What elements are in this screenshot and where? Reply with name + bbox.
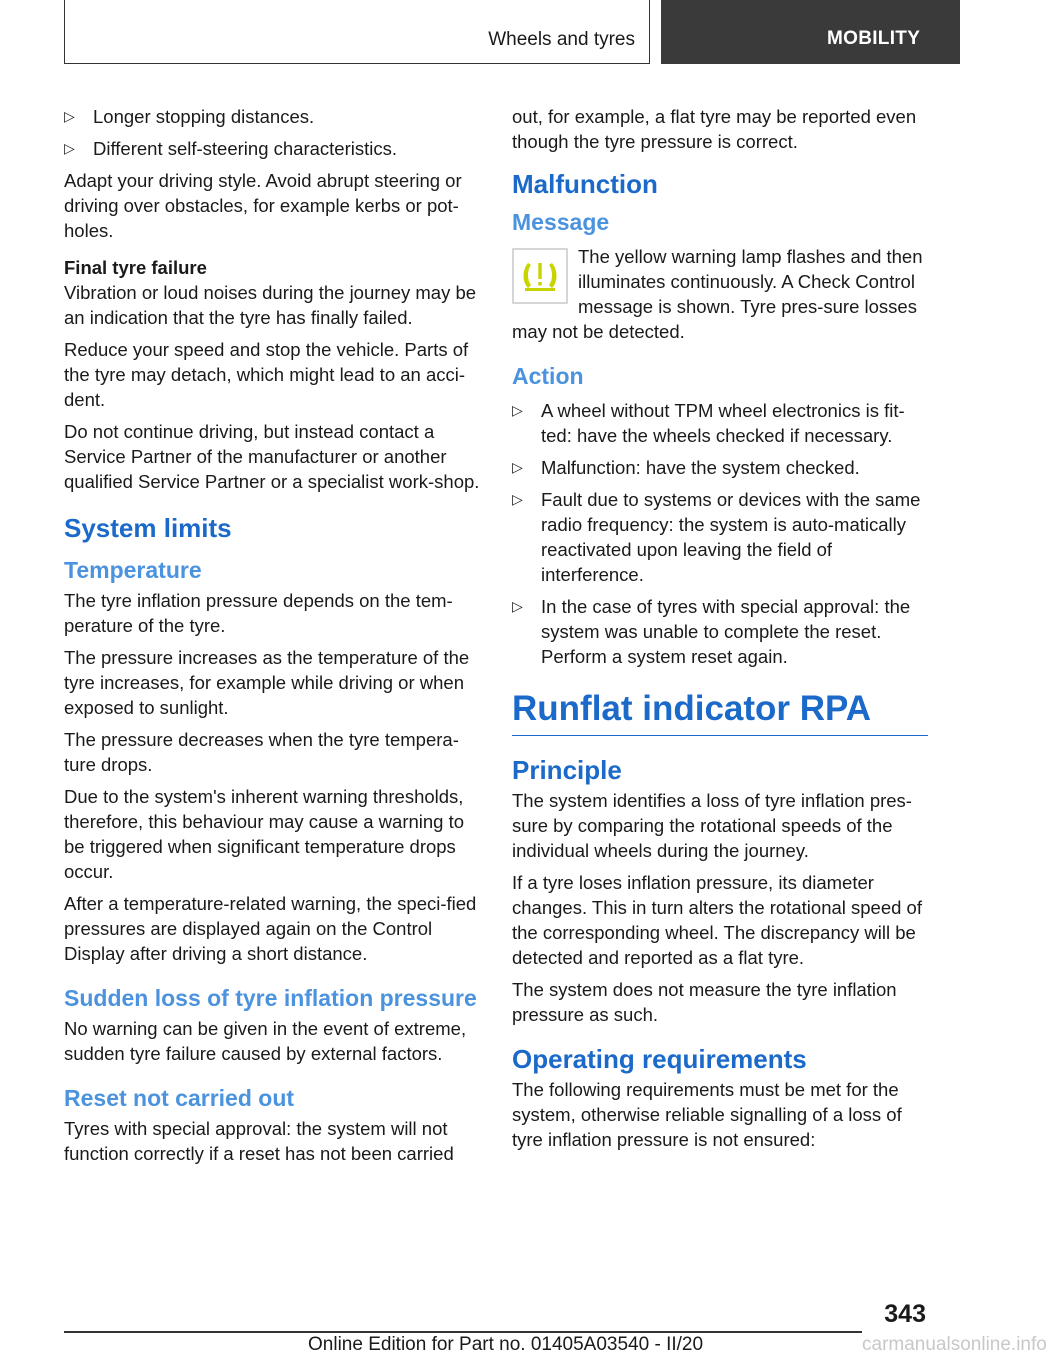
list-item: ▷ Different self-steering characteristics. [64, 138, 397, 159]
heading-runflat-indicator-rpa: Runflat indicator RPA [512, 687, 928, 736]
header-chapter-label: MOBILITY [827, 28, 921, 49]
paragraph-principle-3: The system does not measure the tyre inflation pressure as such. [512, 979, 897, 1025]
paragraph-message: The yellow warning lamp flashes and then illuminates continuously. A Check Control message is shown. Tyre pres-sure losses may not be detected. [512, 246, 923, 342]
list-item: ▷ Fault due to systems or devices with the same radio frequency: the system is auto-matically reactivated upon leaving the field of interference. [512, 489, 921, 585]
paragraph-reset: Tyres with special approval: the system will not function correctly if a reset has not been carried [64, 1118, 454, 1164]
paragraph-principle-2: If a tyre loses inflation pressure, its diameter changes. This in turn alters the rotational speed of the corresponding wheel. The discrepancy will be detected and reported as a flat tyre. [512, 872, 922, 968]
footer-edition: Online Edition for Part no. 01405A03540 - II/20 [308, 1334, 704, 1355]
left-column [64, 104, 482, 1173]
heading-malfunction: Malfunction [512, 169, 658, 199]
bullet-triangle-icon: ▷ [512, 598, 523, 614]
bullet-list-effects [64, 104, 482, 161]
paragraph-temp-3: The pressure decreases when the tyre tempera-ture drops. [64, 729, 459, 775]
page-number: 343 [884, 1300, 926, 1328]
heading-system-limits: System limits [64, 513, 232, 543]
paragraph-principle-1: The system identifies a loss of tyre inflation pres-sure by comparing the rotational speeds of the individual wheels during the journey. [512, 790, 912, 861]
right-column [512, 104, 928, 1159]
bullet-triangle-icon: ▷ [512, 491, 523, 507]
heading-principle: Principle [512, 755, 622, 785]
paragraph-temp-4: Due to the system's inherent warning thresholds, therefore, this behaviour may cause a warning to be triggered when significant temperature drops occur. [64, 786, 465, 882]
bullet-list-actions [512, 398, 928, 669]
paragraph-continued: out, for example, a flat tyre may be reported even though the tyre pressure is correct. [512, 106, 917, 152]
footer-watermark: carmanualsonline.info [862, 1334, 1047, 1355]
list-item: ▷ Malfunction: have the system checked. [512, 457, 860, 478]
paragraph-final-1: Vibration or loud noises during the journey may be an indication that the tyre has finally failed. [64, 282, 477, 328]
bullet-triangle-icon: ▷ [64, 108, 75, 124]
bullet-triangle-icon: ▷ [512, 402, 523, 418]
heading-sudden-loss: Sudden loss of tyre inflation pressure [64, 985, 477, 1011]
header-section-title: Wheels and tyres [488, 29, 635, 50]
message-block [512, 244, 928, 344]
paragraph-adapt: Adapt your driving style. Avoid abrupt steering or driving over obstacles, for example kerbs or pot-holes. [64, 170, 462, 241]
paragraph-temp-5: After a temperature-related warning, the speci-fied pressures are displayed again on the Control Display after driving a short distance. [64, 893, 477, 964]
paragraph-final-3: Do not continue driving, but instead contact a Service Partner of the manufacturer or another qualified Service Partner or a specialist work-shop. [64, 421, 480, 492]
header-chapter-tab [661, 0, 960, 64]
header-section-box [64, 0, 650, 64]
paragraph-sudden: No warning can be given in the event of extreme, sudden tyre failure caused by external factors. [64, 1018, 467, 1064]
subheading-final-tyre-failure: Final tyre failure [64, 257, 207, 278]
list-item: ▷ In the case of tyres with special approval: the system was unable to complete the reset. Perform a system reset again. [512, 596, 911, 667]
heading-action: Action [512, 363, 584, 389]
heading-reset-not-carried-out: Reset not carried out [64, 1085, 295, 1111]
heading-message: Message [512, 209, 610, 235]
bullet-triangle-icon: ▷ [64, 140, 75, 156]
list-item: ▷ A wheel without TPM wheel electronics is fit-ted: have the wheels checked if necessary. [512, 400, 905, 446]
heading-operating-requirements: Operating requirements [512, 1044, 807, 1074]
footer-divider [64, 1331, 862, 1333]
tyre-pressure-warning-icon [512, 248, 568, 304]
list-item: ▷ Longer stopping distances. [64, 106, 315, 127]
paragraph-operating: The following requirements must be met for the system, otherwise reliable signalling of a loss of tyre inflation pressure is not ensured: [512, 1079, 902, 1150]
heading-temperature: Temperature [64, 557, 202, 583]
paragraph-final-2: Reduce your speed and stop the vehicle. Parts of the tyre may detach, which might lead to an acci-dent. [64, 339, 469, 410]
paragraph-temp-2: The pressure increases as the temperature of the tyre increases, for example while driving or when exposed to sunlight. [64, 647, 470, 718]
bullet-triangle-icon: ▷ [512, 459, 523, 475]
paragraph-temp-1: The tyre inflation pressure depends on the tem-perature of the tyre. [64, 590, 453, 636]
